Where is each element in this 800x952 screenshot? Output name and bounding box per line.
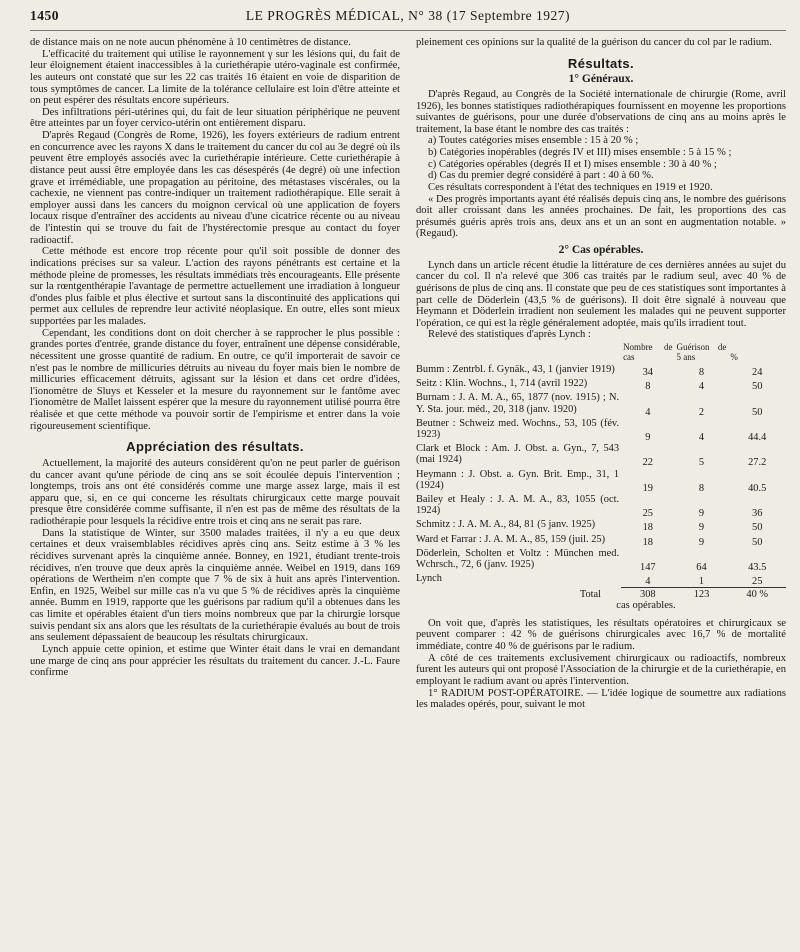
citation-text: Schmitz : J. A. M. A., 84, 81 (5 janv. 1925) xyxy=(416,519,596,531)
citation-text: Bailey et Healy : J. A. M. A., 83, 1055 (oct. 1924) xyxy=(416,494,620,517)
table-cell-cured: 9 xyxy=(698,522,705,534)
right-column xyxy=(416,37,786,711)
total-cured: 123 xyxy=(693,588,710,600)
table-row xyxy=(416,494,786,519)
table-cell-source xyxy=(416,548,621,573)
table-row xyxy=(416,443,786,468)
table-cell-cases: 8 xyxy=(645,381,651,393)
column-header-percent: % xyxy=(730,351,738,362)
citation-text: Clark et Block : Am. J. Obst. a. Gyn., 7, 543 (mai 1924) xyxy=(416,443,620,466)
list-item: b) Catégories inopérables (degrés IV et III) mises ensemble : 5 à 15 % ; xyxy=(428,147,732,158)
table-cell-percent: 36 xyxy=(752,508,763,520)
table-cell-cases: 4 xyxy=(621,573,674,587)
table-total-row xyxy=(416,587,786,600)
paragraph: Actuellement, la majorité des auteurs considèrent qu'on ne peut parler de guérison du cancer avant qu'une période de cinq ans se soit écoulée depuis l'intervention ; longtemps, trois ans ont été considérés comme une marge assez large, mais il est apparu que, si, en ce qui concerne les résultats chirurgicaux cette marge pouvait presque être considérée comme suffisante, il n'en est pas de même des résultats de la radiothérapie pour lesquels la récidive entre trois et cinq ans ne serait pas rare. xyxy=(30,457,400,527)
table-row xyxy=(416,519,786,533)
page-number: 1450 xyxy=(30,8,59,23)
paragraph: Dans la statistique de Winter, sur 3500 malades traitées, il n'y a eu que deux certaines et deux vraisemblables récidives après cinq ans. Seitz estime à 3 % les récidives survenant après la cinquième année. Bonney, en 1921, étudiant trente-trois récidives, n'en trouve que deux après la cinquième année. Weibel en 1919, dans 169 opérations de Wertheim n'en compte que 7 % de six à huit ans après l'intervention. Enfin, en 1925, Weibel sur mille cas n'a vu que 5 % de récidives après la cinquième année. Bumm en 1919, rapporte que les guérisons par radium qu'il a obtenues dans les cas limite et opérables étaient d'un tiers moins nombreux que par la chirurgie lorsque suivis pendant six ans alors que les résultats de la curiethérapie évalués au bout de trois ans seulement dépassaient de beaucoup les résultats chirurgicaux. xyxy=(30,527,400,644)
table-cell-percent: 44.4 xyxy=(748,432,767,444)
subsection-heading-generaux: 1° Généraux. xyxy=(568,73,634,86)
table-cell-cases: 9 xyxy=(645,432,651,444)
section-heading-appreciation: Appréciation des résultats. xyxy=(126,439,304,455)
table-cell-percent: 50 xyxy=(752,522,763,534)
table-body xyxy=(416,364,786,600)
table-cell-percent: 43.5 xyxy=(748,562,767,574)
citation-text: Burnam : J. A. M. A., 65, 1877 (nov. 1915) ; N. Y. Sta. jour. méd., 20, 318 (janv. 1920) xyxy=(416,392,620,415)
paragraph: pleinement ces opinions sur la qualité de la guérison du cancer du col par le radium. xyxy=(416,37,772,48)
table-row xyxy=(416,469,786,494)
paragraph: L'efficacité du traitement qui utilise le rayonnement γ sur les lésions qui, du fait de leur éloignement étaient inaccessibles à la curiethérapie utéro-vaginale est confirmée, les auteurs ont constaté que sur les 22 cas traités 16 étaient en voie de disparition de tous symptômes de cancer. La limite de la tolérance cellulaire est loin d'être atteinte et on peut espérer des résultats encore supérieurs. xyxy=(30,48,400,107)
table-row xyxy=(416,534,786,548)
two-column-body xyxy=(30,37,786,711)
total-percent: 40 % xyxy=(746,588,769,600)
table-cell-source xyxy=(416,418,621,443)
table-row xyxy=(416,392,786,417)
list-item: a) Toutes catégories mises ensemble : 15 à 20 % ; xyxy=(428,135,639,147)
running-title: LE PROGRÈS MÉDICAL, N° 38 (17 Septembre 1927) xyxy=(245,8,571,23)
table-row xyxy=(416,378,786,392)
citation-text: Bumm : Zentrbl. f. Gynäk., 43, 1 (janvier 1919) xyxy=(416,364,615,375)
table-cell-cured: 4 xyxy=(698,381,705,393)
citation-text: Döderlein, Scholten et Voltz : München med. Wchrsch., 72, 6 (janv. 1925) xyxy=(416,547,620,571)
section-heading-resultats: Résultats. xyxy=(567,55,635,71)
table-cell-cured: 4 xyxy=(698,432,705,444)
citation-text: Heymann : J. Obst. a. Gyn. Brit. Emp., 31, 1 (1924) xyxy=(416,468,620,491)
table-row xyxy=(416,573,786,587)
table-cell-cured: 8 xyxy=(698,367,705,378)
list-item: d) Cas du premier degré considéré à part : 40 à 60 %. xyxy=(428,170,654,182)
citation-text: Seitz : Klin. Wochns., 1, 714 (avril 1922) xyxy=(416,378,588,390)
paragraph: Lynch appuie cette opinion, et estime que Winter était dans le vrai en demandant une marge de cinq ans pour apprécier les résultats du traitement du cancer. J.-L. Faure confirme xyxy=(30,643,400,679)
table-cell-percent: 24 xyxy=(752,367,763,378)
table-cell-cases: 22 xyxy=(642,457,653,469)
table-cell-percent: 50 xyxy=(752,536,763,548)
table-cell-percent: 50 xyxy=(752,406,763,418)
table-cell-cured: 2 xyxy=(698,406,705,418)
table-caption: cas opérables. xyxy=(616,600,676,612)
paragraph: D'après Regaud (Congrès de Rome, 1926), les foyers extérieurs de radium entrent en concurrence avec les rayons X dans le traitement du cancer du col au 3e degré où ils peuvent être employés associés avec la curiethérapie intérieure. Cette curiethérapie à distance peut aussi être employée dans les cas désespérés (4e degré) où une infection grave et irrémédiable, une propagation au péritoine, des métastases viscérales, ou la cachexie, ne viennent pas contre-indiquer un traitement radiothérapique. Elle serait à employer aussi dans les cancers du moignon cervical où une application de foyers locaux risque d'entraîner des accidents au niveau d'une cicatrice récente ou au niveau de l'intestin qui se trouve du fait de l'hystérectomie presque au contact du foyer radioactif. xyxy=(30,130,400,246)
table-cell-source xyxy=(416,364,621,378)
column-header-cases: Nombre de cas xyxy=(623,342,673,362)
table-cell-percent: 50 xyxy=(752,381,763,393)
running-header xyxy=(30,8,786,31)
table-cell-cured: 1 xyxy=(675,573,729,587)
table-cell-source xyxy=(416,573,621,587)
paragraph: Lynch dans un article récent étudie la littérature de ces dernières années au sujet du cancer du col. Il n'a relevé que 306 cas traités par le radium seul, avec 40 % de guérisons de plus de cinq ans. Il constate que peu de ces statistiques sont importantes à part celle de Döderlein (43,5 % de guérisons). Il doit être signalé à nouveau que Heymann et Döderlein irradient non seulement les malades qui ne peuvent supporter l'opération, ce qui est la règle généralement adoptée, mais qu'ils irradient tout. xyxy=(416,259,786,329)
citation-text: Ward et Farrar : J. A. M. A., 85, 159 (juil. 25) xyxy=(416,533,606,545)
table-cell-cases: 4 xyxy=(645,406,651,418)
table-row xyxy=(416,364,786,378)
table-cell-source xyxy=(416,534,621,548)
table-cell-percent: 40.5 xyxy=(748,482,767,494)
table-cell-source xyxy=(416,443,621,468)
subsection-heading-cas-operables: 2° Cas opérables. xyxy=(558,244,644,256)
paragraph: 1° RADIUM POST-OPÉRATOIRE. — L'idée logique de soumettre aux radiations les malades opérés, pour, suivant le mot xyxy=(416,687,786,711)
table-cell-cases: 147 xyxy=(640,562,656,574)
table-cell-source xyxy=(416,392,621,417)
left-column xyxy=(30,37,400,711)
column-header-cured: Guérison de 5 ans xyxy=(676,342,727,362)
table-cell-source xyxy=(416,469,621,494)
table-cell-source xyxy=(416,519,621,533)
paragraph: A côté de ces traitements exclusivement chirurgicaux ou radioactifs, nombreux furent les auteurs qui ont proposé l'Association de la chirurgie et de la curiethérapie, en employant le radium avant ou après l'intervention. xyxy=(416,652,786,687)
total-label: Total xyxy=(579,588,602,600)
paragraph: Cependant, les conditions dont on doit chercher à se rapprocher le plus possible : grandes portes d'entrée, grande distance du foyer, entraînent une dépense considérable, nécessitent une grosse quantité de radium. En outre, ce qu'il importerait de savoir ce n'est pas le nombre de millicuries détruits au niveau du foyer mais bien le nombre de millicuries efficacement détruits, agissant sur la lésion et dans cet ordre d'idées, l'ionomètre de Sluys et Kesseler et la mesure du rayonnement sur le fantôme avec l'ionomètre de Mallet laissent espérer que la mesure du rayonnement utilisé pourra être réalisée et que cette méthode va pouvoir sortir de l'empirisme et entrer dans la voie rigoureusement scientifique. xyxy=(30,327,400,432)
table-cell-percent: 25 xyxy=(728,573,786,587)
table-cell-cases: 25 xyxy=(642,508,653,520)
table-cell-cured: 9 xyxy=(698,508,705,520)
total-cases: 308 xyxy=(640,588,656,600)
list-item: c) Catégories opérables (degrés II et I) mises ensemble : 30 à 40 % ; xyxy=(428,158,717,170)
table-cell-cured: 9 xyxy=(698,536,705,548)
paragraph: Cette méthode est encore trop récente pour qu'il soit possible de donner des indications précises sur sa valeur. L'action des rayons pénétrants est certaine et la méthode pleine de promesses, les résultats immédiats très encourageants. Elle présente sur la rœntgenthérapie l'avantage de permettre actuellement une irradiation à longueur d'ondes plus faible et plus élective et surtout sans la discontinuité des applications qui permet aux cellules de reprendre leur activité néoplasique. En outre, elles sont mieux supportées par les malades. xyxy=(30,246,400,327)
paragraph: Relevé des statistiques d'après Lynch : xyxy=(428,329,591,341)
paragraph: D'après Regaud, au Congrès de la Société internationale de chirurgie (Rome, avril 1926), les bonnes statistiques radiothérapiques fournissent en moyenne les proportions suivantes de guérisons, pour une durée d'observations de cinq ans au moins après le traitement, la base étant le nombre des cas traités : xyxy=(416,88,786,135)
table-cell-cured: 5 xyxy=(698,457,705,469)
paragraph: Ces résultats correspondent à l'état des techniques en 1919 et 1920. xyxy=(428,181,713,193)
table-cell-cases: 34 xyxy=(642,367,653,378)
citation-text: Beutner : Schweiz med. Wochns., 53, 105 (fév. 1923) xyxy=(416,417,620,441)
paragraph: « Des progrès importants ayant été réalisés depuis cinq ans, le nombre des guérisons doit aller croissant dans les années prochaines. De fait, les proportions des cas présumés guéris après trois ans, deux ans et un an sont en augmentation notable. » (Regaud). xyxy=(416,193,786,240)
table-cell-cured: 64 xyxy=(696,562,707,574)
table-cell-source xyxy=(416,378,621,392)
paragraph: de distance mais on ne note aucun phénomène à 10 centimètres de distance. xyxy=(30,37,351,48)
paragraph: On voit que, d'après les statistiques, les résultats opératoires et chirurgicaux se peuvent comparer : 42 % de guérisons chirurgicales avec 16,7 % de mortalité immédiate, contre 40 % de guérisons par le radium. xyxy=(416,617,786,653)
table-cell-cases: 19 xyxy=(642,482,653,494)
table-row xyxy=(416,548,786,573)
table-cell-cured: 8 xyxy=(698,482,705,494)
table-cell-source xyxy=(416,494,621,519)
table-cell-cases: 18 xyxy=(642,536,653,548)
table-cell-cases: 18 xyxy=(642,522,653,534)
paragraph: Des infiltrations péri-utérines qui, du fait de leur situation périphérique ne peuvent être atteintes par un foyer cervico-utérin ont entièrement disparu. xyxy=(30,106,400,130)
table-row xyxy=(416,418,786,443)
table-cell-percent: 27.2 xyxy=(748,457,767,469)
lynch-statistics-table xyxy=(416,343,786,600)
table-header-row xyxy=(416,343,786,364)
citation-text: Lynch xyxy=(416,573,442,585)
